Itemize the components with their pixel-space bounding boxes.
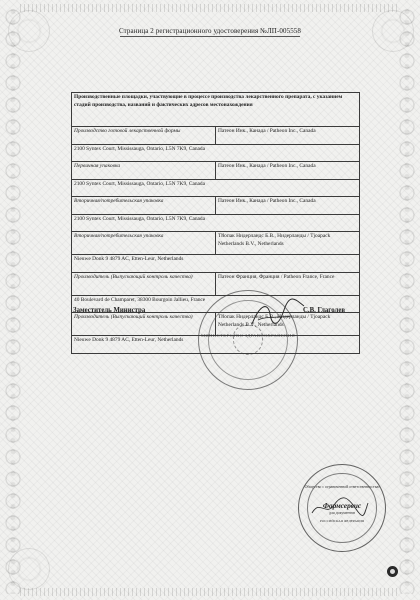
top-ornamental-border: [20, 4, 400, 12]
stage-cell: Производитель (Выпускающий контроль качества): [72, 272, 216, 295]
bottom-ornamental-border: [20, 588, 400, 596]
stage-cell: Производитель (Выпускающий контроль качества): [72, 313, 216, 336]
table-row: [72, 232, 360, 255]
company-cell: Патеон Инк., Канада / Patheon Inc., Canada: [216, 162, 360, 180]
header-underline: [120, 36, 300, 37]
table-row: [72, 197, 360, 215]
stage-cell: Первичная упаковка: [72, 162, 216, 180]
company-stamp-bottom-text: РОССИЙСКАЯ ФЕДЕРАЦИЯ: [319, 519, 365, 523]
table-row: [72, 127, 360, 145]
company-cell: Патеон Инк., Канада / Patheon Inc., Canada: [216, 127, 360, 145]
address-cell: Nieuwe Donk 9 4879 AC, Etten-Leur, Netherlands: [72, 255, 360, 273]
corner-mark: [387, 566, 398, 577]
table-row: [72, 144, 360, 162]
company-stamp-name: Фармсервис: [322, 502, 362, 510]
signatory-name: С.В. Глаголев: [303, 307, 346, 314]
stage-cell: Производство готовой лекарственной формы: [72, 127, 216, 145]
company-stamp-subtext: для документов: [328, 511, 356, 515]
stage-cell: Вторичная/потребительская упаковка: [72, 197, 216, 215]
table-row: [72, 255, 360, 273]
table-row: [72, 272, 360, 295]
corner-rosette: [8, 548, 50, 590]
signatory-position: Заместитель Министра: [73, 307, 146, 314]
company-cell: Патеон Франция, Франция / Patheon France, France: [216, 272, 360, 295]
company-cell: Патеон Инк., Канада / Patheon Inc., Canada: [216, 197, 360, 215]
table-heading: Производственные площадки, участвующие в процессе производства лекарственного препарата, с указанием стадий производства, названий и фактических адресов местонахождения: [72, 93, 360, 127]
table-row: [72, 214, 360, 232]
company-stamp-top-text: Общество с ограниченной ответственностью: [304, 485, 380, 489]
company-cell: Тйопак Нидерландс Б.В., Нидерланды / Tjoapack Netherlands B.V., Netherlands: [216, 232, 360, 255]
table-row: [72, 162, 360, 180]
stage-cell: Вторичная/потребительская упаковка: [72, 232, 216, 255]
right-ornamental-border: [396, 6, 418, 594]
table-row: [72, 179, 360, 197]
company-cell: Тйопак Нидерландс Б.В., Нидерланды / Tjoapack Netherlands B.V., Netherlands: [216, 313, 360, 336]
address-cell: 2100 Syntex Court, Mississauga, Ontario, L5N 7K9, Canada: [72, 214, 360, 232]
page-header: [0, 27, 420, 37]
address-cell: 40 Boulevard de Champaret, 38300 Bourgoin Jallieu, France: [72, 295, 360, 313]
address-cell: 2100 Syntex Court, Mississauga, Ontario, L5N 7K9, Canada: [72, 144, 360, 162]
ministry-seal-text: МИНИСТЕРСТВО ЗДРАВООХРАНЕНИЯ: [200, 333, 296, 338]
page-header-title: Страница 2 регистрационного удостоверения №ЛП-005558: [118, 27, 301, 35]
table-heading-row: [72, 93, 360, 127]
deputy-minister-signature: [248, 296, 308, 332]
left-ornamental-border: [2, 6, 24, 594]
stamp-signature: [310, 495, 370, 521]
address-cell: 2100 Syntex Court, Mississauga, Ontario, L5N 7K9, Canada: [72, 179, 360, 197]
address-cell: Nieuwe Donk 9 4879 AC, Etten-Leur, Netherlands: [72, 336, 360, 354]
